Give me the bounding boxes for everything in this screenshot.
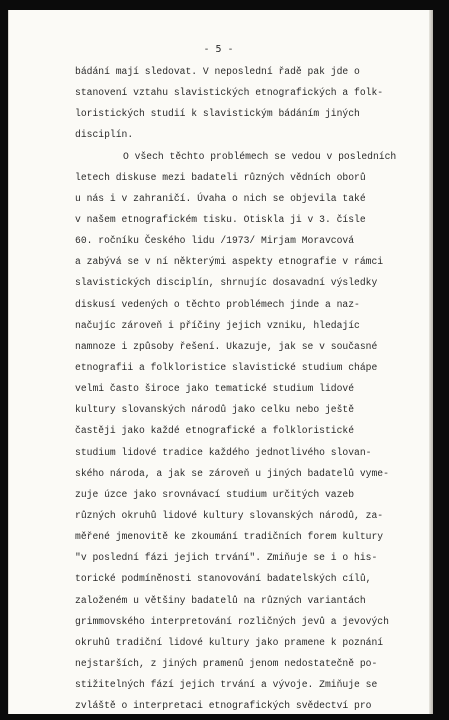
text-line: okruhů tradiční lidové kultury jako pramene k poznání bbox=[75, 636, 384, 648]
text-line: bádání mají sledovat. V neposlední řadě pak jde o bbox=[75, 66, 360, 77]
text-line: načujíc zároveň i příčiny jejich vzniku, hledajíc bbox=[75, 319, 360, 331]
text-line: torické podmíněnosti stanovování badatelských cílů, bbox=[75, 573, 372, 585]
text-line: nejstarších, z jiných pramenů jenom nedostatečně po- bbox=[75, 657, 378, 669]
text-line: stanovení vztahu slavistických etnografických a folk- bbox=[75, 87, 384, 99]
text-line: ského národa, a jak se zároveň u jiných badatelů vyme- bbox=[75, 467, 389, 479]
text-line: 60. ročníku Českého lidu /1973/ Mirjam Moravcová bbox=[75, 235, 355, 247]
text-line: disciplín. bbox=[75, 129, 134, 141]
text-line: slavistických disciplín, shrnujíc dosavadní výsledky bbox=[75, 277, 378, 289]
text-line: kultury slovanských národů jako celku nebo ještě bbox=[75, 404, 355, 416]
text-line: namnoze i způsoby řešení. Ukazuje, jak se v současné bbox=[75, 340, 378, 352]
body-text bbox=[75, 61, 415, 716]
text-line: častěji jako každé etnografické a folkloristické bbox=[75, 425, 355, 437]
text-line: O všech těchto problémech se vedou v posledních bbox=[123, 150, 397, 162]
page-edge bbox=[429, 10, 433, 714]
text-line: zvláště o interpretaci etnografických svědectví pro bbox=[75, 700, 372, 712]
text-line: "v poslední fázi jejich trvání". Zmiňuje se i o his- bbox=[75, 552, 378, 564]
text-line: letech diskuse mezi badateli různých vědních oborů bbox=[75, 171, 366, 183]
text-line: různých okruhů lidové kultury slovanských národů, za- bbox=[75, 509, 384, 521]
text-line: založeném u většiny badatelů na různých variantách bbox=[75, 594, 366, 606]
text-line: studium lidové tradice každého jednotlivého slovan- bbox=[75, 446, 372, 458]
text-line: grimmovského interpretování rozličných jevů a jevových bbox=[75, 615, 389, 627]
text-line: v našem etnografickém tisku. Otiskla ji v 3. čísle bbox=[75, 213, 366, 225]
text-line: měřené jmenovitě ke zkoumání tradičních forem kultury bbox=[75, 531, 384, 543]
document-page bbox=[8, 10, 429, 714]
text-line: a zabývá se v ní některými aspekty etnografie v rámci bbox=[75, 256, 384, 268]
page-number: - 5 - bbox=[203, 44, 234, 55]
text-line: zuje úzce jako srovnávací studium určitých vazeb bbox=[75, 488, 355, 500]
text-line: etnografii a folkloristice slavistické studium chápe bbox=[75, 361, 378, 373]
text-line: u nás i v zahraničí. Úvaha o nich se objevila také bbox=[75, 192, 366, 204]
text-line: velmi často široce jako tematické studium lidové bbox=[75, 383, 355, 395]
text-line: stižitelných fází jejich trvání a vývoje. Zmiňuje se bbox=[75, 679, 378, 691]
text-line: loristických studií k slavistickým bádáním jiných bbox=[75, 108, 360, 120]
text-line: diskusí vedených o těchto problémech jinde a naz- bbox=[75, 298, 360, 310]
